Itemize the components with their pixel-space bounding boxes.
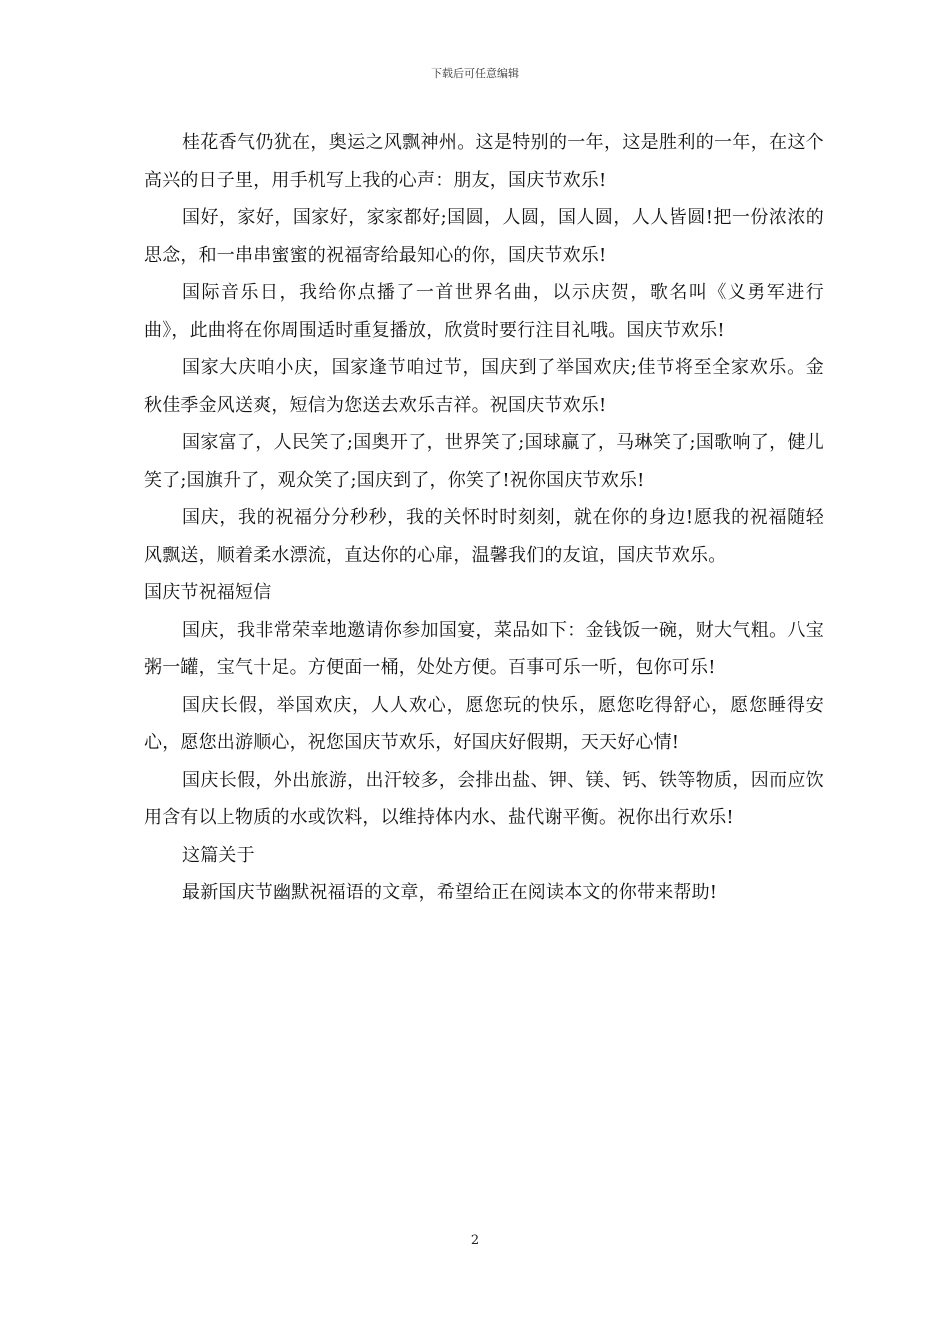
paragraph: 桂花香气仍犹在，奥运之风飘神州。这是特别的一年，这是胜利的一年，在这个高兴的日子里，用手机写上我的心声：朋友，国庆节欢乐! [144,132,824,191]
paragraph: 国庆，我的祝福分分秒秒，我的关怀时时刻刻，就在你的身边!愿我的祝福随轻风飘送，顺着柔水漂流，直达你的心扉，温馨我们的友谊，国庆节欢乐。 [144,507,824,566]
paragraph: 这篇关于 [182,844,255,866]
paragraph: 最新国庆节幽默祝福语的文章，希望给正在阅读本文的你带来帮助! [182,882,718,903]
paragraph: 国庆长假，举国欢庆，人人欢心，愿您玩的快乐，愿您吃得舒心，愿您睡得安心，愿您出游顺心，祝您国庆节欢乐，好国庆好假期，天天好心情! [144,694,824,753]
paragraph: 国庆，我非常荣幸地邀请你参加国宴，菜品如下：金钱饭一碗，财大气粗。八宝粥一罐，宝气十足。方便面一桶，处处方便。百事可乐一听，包你可乐! [144,619,824,678]
section-heading: 国庆节祝福短信 [144,582,272,603]
page-header: 下载后可任意编辑 [431,67,519,80]
paragraph: 国际音乐日，我给你点播了一首世界名曲，以示庆贺，歌名叫《义勇军进行曲》，此曲将在你周围适时重复播放，欣赏时要行注目礼哦。国庆节欢乐! [144,282,824,341]
paragraph: 国庆长假，外出旅游，出汗较多，会排出盐、钾、镁、钙、铁等物质，因而应饮用含有以上物质的水或饮料，以维持体内水、盐代谢平衡。祝你出行欢乐! [144,769,824,828]
paragraph: 国家富了，人民笑了;国奥开了，世界笑了;国球赢了，马琳笑了;国歌响了，健儿笑了;国旗升了，观众笑了;国庆到了，你笑了!祝你国庆节欢乐! [144,432,824,491]
document-body [144,124,824,912]
paragraph: 国好，家好，国家好，家家都好;国圆，人圆，国人圆，人人皆圆!把一份浓浓的思念，和一串串蜜蜜的祝福寄给最知心的你，国庆节欢乐! [144,207,824,266]
paragraph: 国家大庆咱小庆，国家逢节咱过节，国庆到了举国欢庆;佳节将至全家欢乐。金秋佳季金风送爽，短信为您送去欢乐吉祥。祝国庆节欢乐! [144,357,824,416]
page-number: 2 [470,1233,480,1248]
